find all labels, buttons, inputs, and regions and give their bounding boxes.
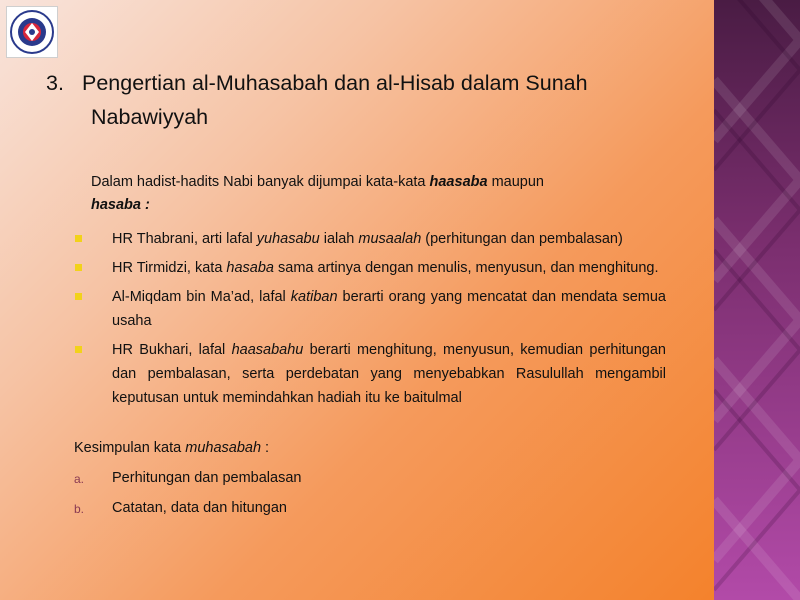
gunadarma-seal-icon (9, 9, 55, 55)
bullet-text: berarti menghitung, menyusun, kemudian perhitungan dan pembalasan, serta perdebatan yang menyebabkan Rasulullah mengambil keputusan untuk memindahkan hadiah itu ke baitulmal (112, 342, 666, 406)
list-item-text: Perhitungan dan pembalasan (112, 470, 302, 486)
conclusion-text: : (261, 440, 270, 456)
intro-text-2: maupun (487, 174, 544, 190)
list-marker: b. (74, 502, 85, 516)
title-number: 3. (46, 71, 64, 95)
conclusion-term: muhasabah (185, 440, 262, 456)
bullet-text: HR Bukhari, lafal (112, 342, 232, 358)
bullet-text: Al-Miqdam bin Ma’ad, lafal (112, 289, 291, 305)
square-bullet-icon (75, 293, 82, 300)
list-item-text: Catatan, data dan hitungan (112, 500, 287, 516)
title-line-2: Nabawiyyah (91, 105, 209, 129)
title-line-1: Pengertian al-Muhasabah dan al-Hisab dalam Sunah (81, 71, 588, 95)
bullet-text: HR Thabrani, arti lafal (112, 231, 257, 247)
bullet-text: sama artinya dengan menulis, menyusun, dan menghitung. (274, 260, 659, 276)
list-item (74, 466, 301, 490)
intro-term-haasaba: haasaba (429, 174, 488, 190)
bullet-text: (perhitungan dan pembalasan) (421, 231, 623, 247)
bullet-text: HR Tirmidzi, kata (112, 260, 227, 276)
bullet-text: berarti orang yang mencatat dan mendata semua usaha (112, 289, 666, 329)
bullet-list (72, 227, 666, 415)
square-bullet-icon (75, 346, 82, 353)
slide-title (46, 66, 686, 134)
chevron-pattern (714, 0, 800, 600)
intro-term-hasaba: hasaba : (91, 197, 150, 213)
conclusion-text: Kesimpulan kata (74, 440, 186, 456)
term: musaalah (358, 231, 422, 247)
conclusion-line (74, 436, 269, 460)
term: haasabahu (231, 342, 304, 358)
square-bullet-icon (75, 235, 82, 242)
term: katiban (290, 289, 338, 305)
bullet-item (72, 256, 666, 280)
bullet-item (72, 338, 666, 410)
university-logo (6, 6, 58, 58)
intro-text: Dalam hadist-hadits Nabi banyak dijumpai kata-kata (91, 174, 430, 190)
bullet-text: ialah (319, 231, 359, 247)
intro-paragraph (91, 171, 651, 217)
term: yuhasabu (256, 231, 320, 247)
decorative-side-panel (714, 0, 800, 600)
conclusion-list (74, 466, 301, 526)
bullet-item (72, 285, 666, 333)
list-item (74, 496, 301, 520)
list-marker: a. (74, 472, 85, 486)
square-bullet-icon (75, 264, 82, 271)
term: hasaba (226, 260, 274, 276)
bullet-item (72, 227, 666, 251)
